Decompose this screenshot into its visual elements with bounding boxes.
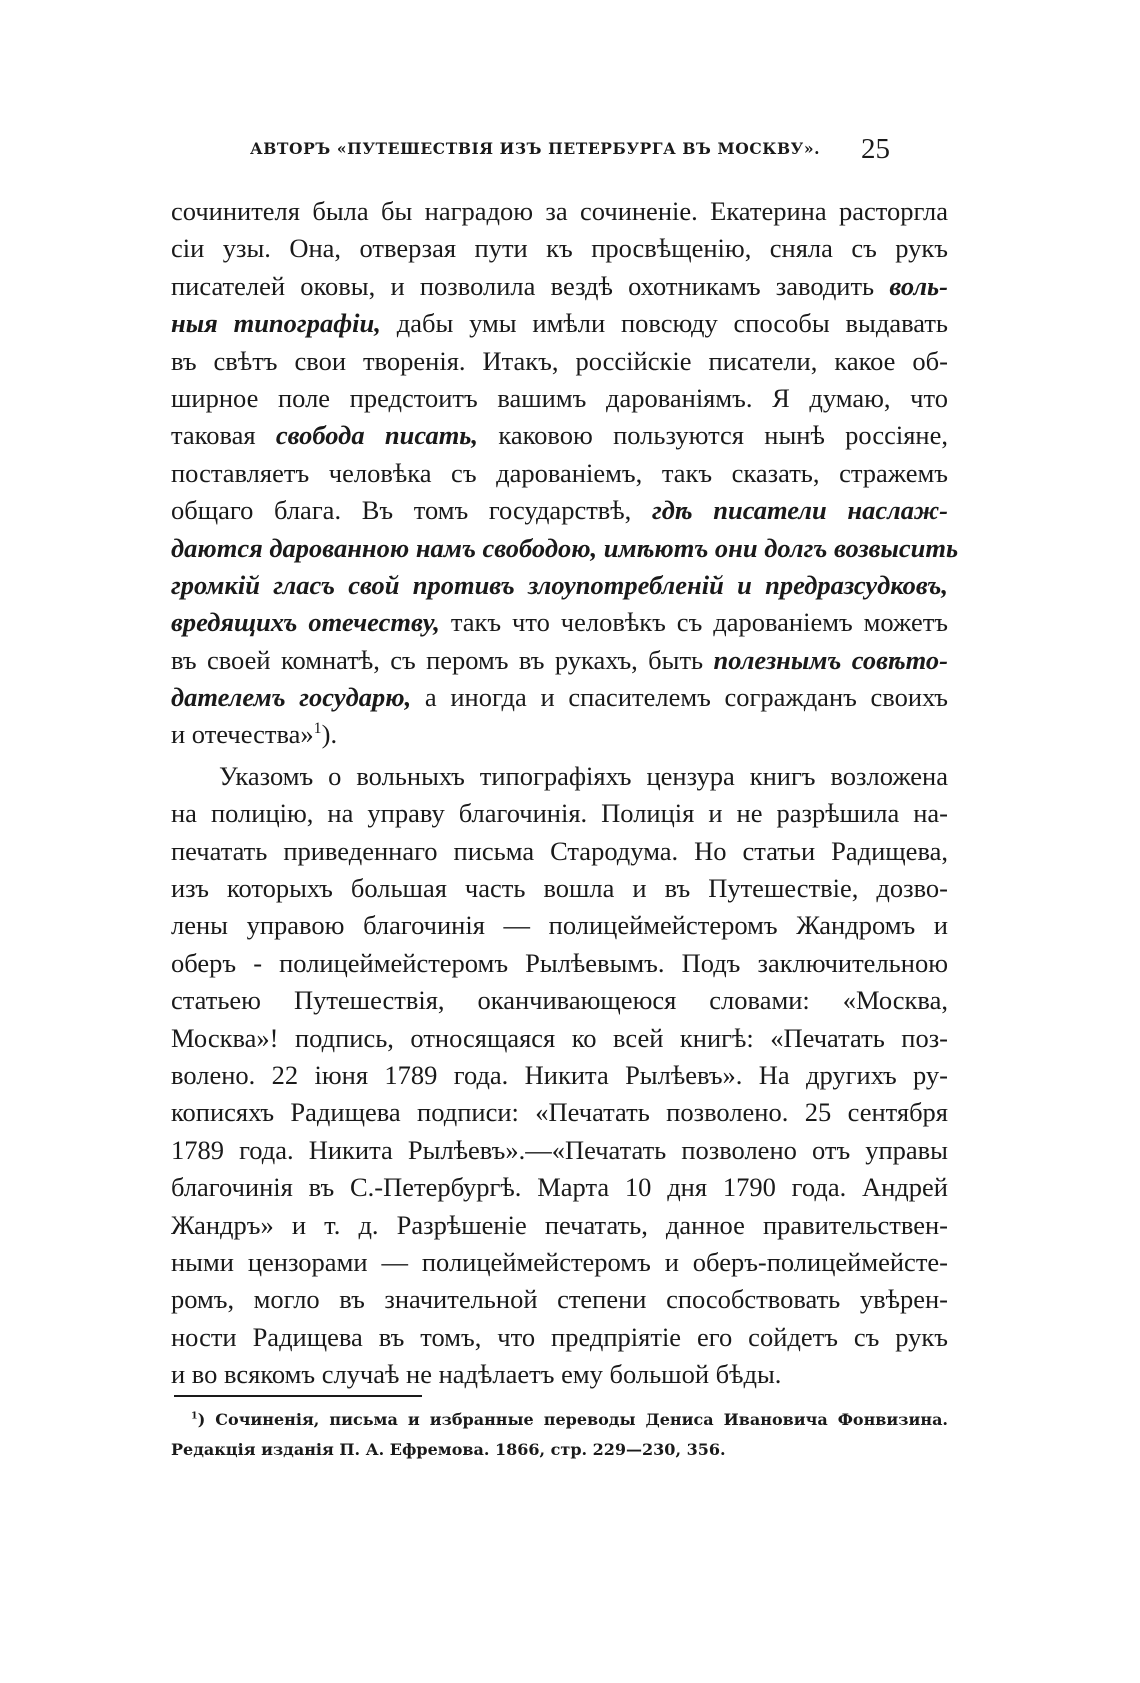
text-line [171, 305, 948, 342]
text-line: сочинителя была бы наградою за сочиненіе. Екатерина расторгла [171, 196, 948, 226]
footnote-divider [174, 1395, 422, 1397]
text-span: каковою пользуются нынѣ россіяне, [478, 420, 948, 451]
text-line: печатать приведеннаго письма Стародума. Но статьи Радищева, [171, 835, 948, 866]
italic-span: гдѣ писатели наслаж- [651, 495, 948, 526]
text-span: а иногда и спасителемъ согражданъ своихъ [411, 682, 948, 713]
body-text [171, 193, 959, 1394]
text-line [171, 268, 948, 305]
text-line: 1789 года. Никита Рылѣевъ».—«Печатать позволено отъ управы [171, 1134, 948, 1165]
text-span: общаго блага. Въ томъ государствѣ, [171, 495, 652, 526]
text-line: лены управою благочинія — полицеймейстеромъ Жандромъ и [171, 910, 948, 941]
italic-span: полезнымъ совѣто- [713, 644, 948, 675]
text-line [171, 642, 948, 679]
text-line [171, 492, 948, 529]
text-line-italic: громкій гласъ свой противъ злоупотребленій и предразсудковъ, [171, 569, 948, 600]
text-line: благочинія въ С.-Петербургѣ. Марта 10 дня 1790 года. Андрей [171, 1172, 948, 1203]
text-line: ширное поле предстоитъ вашимъ дарованіямъ. Я думаю, что [171, 382, 948, 413]
italic-span: воль- [889, 270, 948, 301]
text-line: поставляетъ человѣка съ дарованіемъ, такъ сказать, стражемъ [171, 457, 948, 488]
footnote-mark: 1 [191, 1410, 198, 1422]
text-line: на полицію, на управу благочинія. Полиція и не разрѣшила на- [171, 798, 948, 829]
footnote-line [171, 1405, 948, 1435]
running-title: АВТОРЪ «ПУТЕШЕСТВІЯ ИЗЪ ПЕТЕРБУРГА ВЪ МОСКВУ». [250, 139, 821, 158]
text-line: изъ которыхъ большая часть вошла и въ Путешествіе, дозво- [171, 873, 948, 904]
text-span: таковая [171, 420, 276, 451]
text-line: Указомъ о вольныхъ типографіяхъ цензура книгъ возложена [219, 760, 948, 791]
text-line: кописяхъ Радищева подписи: «Печатать позволено. 25 сентября [171, 1097, 948, 1128]
page-number: 25 [861, 133, 890, 165]
italic-span: свобода писать, [275, 420, 479, 451]
text-span: дабы умы имѣли повсюду способы выдавать [380, 308, 948, 339]
running-head [250, 133, 890, 167]
text-span: ). [321, 719, 338, 750]
text-line [171, 417, 948, 454]
footnote-line: Редакція изданія П. А. Ефремова. 1866, стр. 229—230, 356. [171, 1440, 726, 1459]
text-line [171, 604, 948, 641]
footnote-text: ) Сочиненія, письма и избранные переводы Дениса Ивановича Фонвизина. [197, 1410, 948, 1429]
italic-span: дателемъ государю, [171, 682, 412, 713]
text-line: Жандръ» и т. д. Разрѣшеніе печатать, данное правительствен- [171, 1209, 948, 1240]
footnotes [171, 1405, 948, 1465]
text-line: и во всякомъ случаѣ не надѣлаетъ ему большой бѣды. [171, 1359, 782, 1390]
paragraph-1 [171, 193, 959, 754]
text-line: Москва»! подпись, относящаяся ко всей книгѣ: «Печатать поз- [171, 1022, 948, 1053]
text-line [171, 679, 948, 716]
text-span: въ своей комнатѣ, съ перомъ въ рукахъ, быть [171, 644, 714, 675]
text-line: статьею Путешествія, оканчивающеюся словами: «Москва, [171, 985, 948, 1016]
footnote-reference: 1 [313, 720, 322, 738]
text-line-italic: даются дарованною намъ свободою, имѣютъ они долгъ возвысить [171, 532, 959, 563]
text-line [171, 716, 948, 753]
text-line: въ свѣтъ свои творенія. Итакъ, россійскіе писатели, какое об- [171, 345, 948, 376]
text-line: оберъ - полицеймейстеромъ Рылѣевымъ. Подъ заключительною [171, 947, 948, 978]
text-span: и отечества» [171, 719, 314, 750]
text-line: ными цензорами — полицеймейстеромъ и оберъ-полицеймейсте- [171, 1246, 948, 1277]
text-line: волено. 22 іюня 1789 года. Никита Рылѣевъ». На другихъ ру- [171, 1059, 948, 1090]
text-line: ности Радищева въ томъ, что предпріятіе его сойдетъ съ рукъ [171, 1321, 948, 1352]
text-span: писателей оковы, и позволила вездѣ охотникамъ заводить [171, 270, 890, 301]
text-line: ромъ, могло въ значительной степени способствовать увѣрен- [171, 1284, 948, 1315]
paragraph-2 [171, 758, 948, 1394]
text-span: такъ что человѣкъ съ дарованіемъ можетъ [439, 607, 949, 638]
italic-span: ныя типографіи, [171, 308, 381, 339]
italic-span: вредящихъ отечеству, [171, 607, 440, 638]
text-line: сіи узы. Она, отверзая пути къ просвѣщенію, сняла съ рукъ [171, 233, 948, 264]
